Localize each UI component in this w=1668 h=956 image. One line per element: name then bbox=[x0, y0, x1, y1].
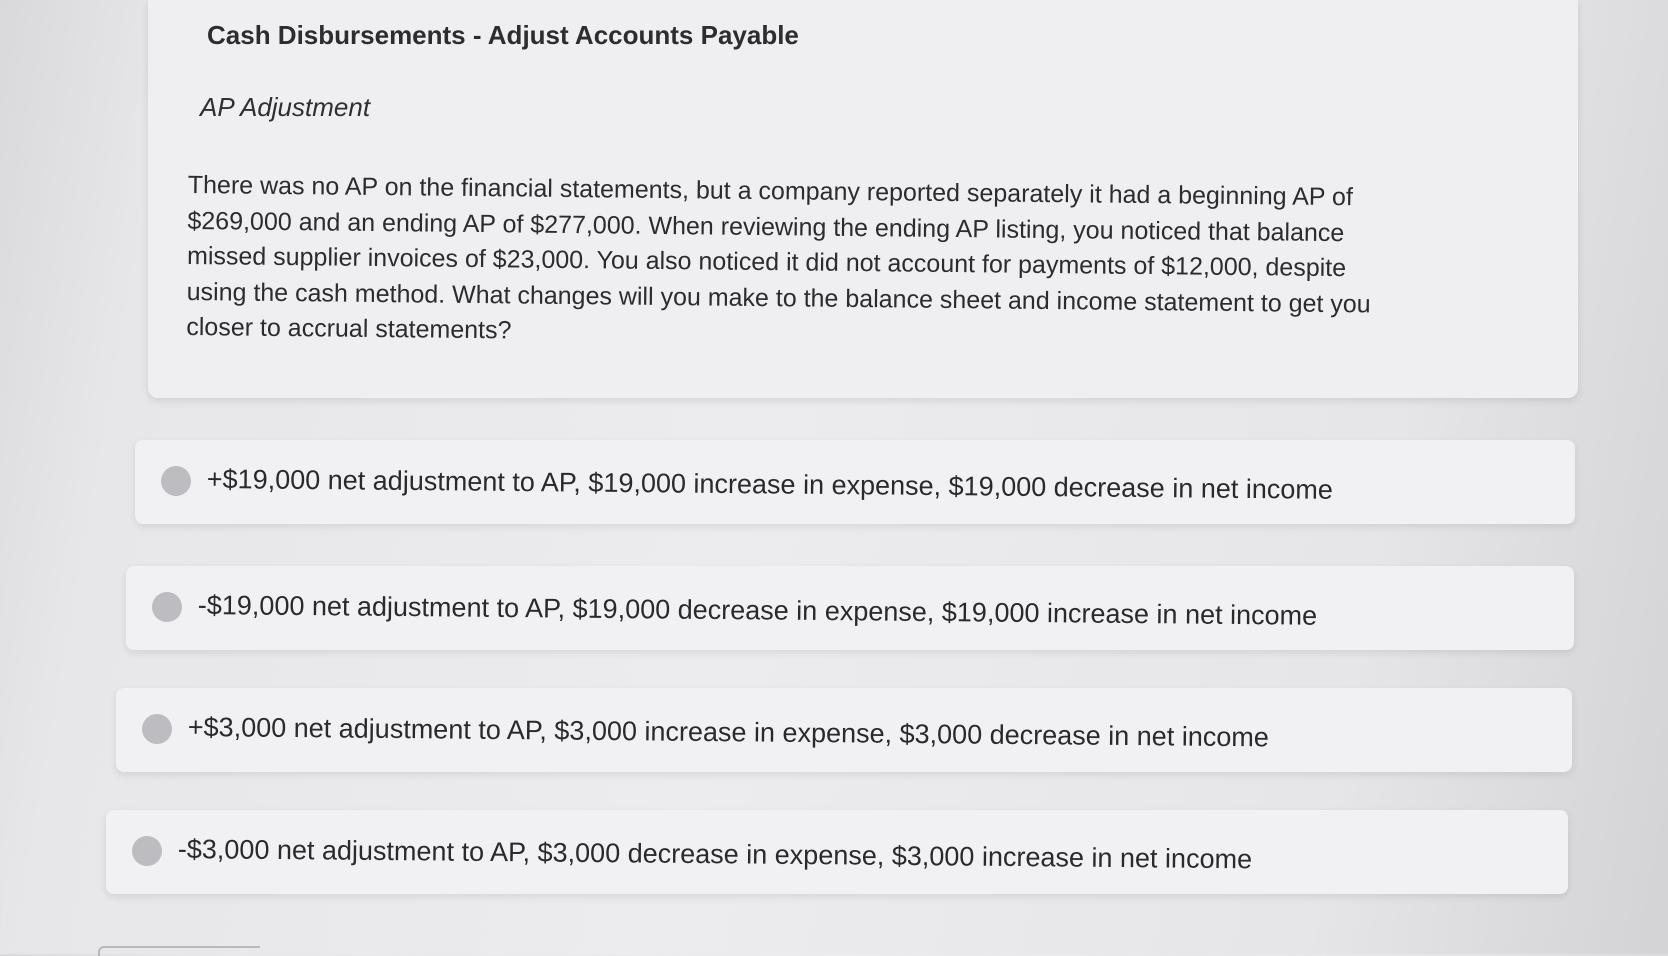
answer-option-d[interactable] bbox=[106, 810, 1568, 894]
answer-option-label: -$3,000 net adjustment to AP, $3,000 decrease in expense, $3,000 increase in net income bbox=[177, 834, 1253, 875]
answer-option-a[interactable] bbox=[135, 440, 1575, 524]
question-body-line: closer to accrual statements? bbox=[186, 312, 512, 345]
question-body-line: using the cash method. What changes will you make to the balance sheet and income statement to get you bbox=[186, 277, 1371, 318]
answer-option-c[interactable] bbox=[116, 688, 1572, 772]
answer-option-label: -$19,000 net adjustment to AP, $19,000 decrease in expense, $19,000 increase in net income bbox=[197, 590, 1318, 631]
answer-option-label: +$3,000 net adjustment to AP, $3,000 increase in expense, $3,000 decrease in net income bbox=[187, 712, 1269, 753]
question-body bbox=[186, 168, 1528, 360]
question-body-line: $269,000 and an ending AP of $277,000. When reviewing the ending AP listing, you noticed that balance bbox=[187, 206, 1345, 247]
next-element-edge bbox=[98, 946, 260, 956]
question-body-line: There was no AP on the financial statements, but a company reported separately it had a beginning AP of bbox=[187, 170, 1354, 212]
question-title: Cash Disbursements - Adjust Accounts Payable bbox=[207, 20, 799, 50]
radio-button-d[interactable] bbox=[132, 836, 162, 866]
radio-button-a[interactable] bbox=[161, 466, 191, 496]
radio-button-b[interactable] bbox=[152, 592, 182, 622]
answer-option-label: +$19,000 net adjustment to AP, $19,000 increase in expense, $19,000 decrease in net income bbox=[206, 464, 1334, 505]
question-subtitle: AP Adjustment bbox=[200, 92, 371, 122]
question-body-line: missed supplier invoices of $23,000. You also noticed it did not account for payments of $12,000, despite bbox=[186, 241, 1347, 283]
radio-button-c[interactable] bbox=[142, 714, 172, 744]
answer-option-b[interactable] bbox=[126, 566, 1574, 650]
